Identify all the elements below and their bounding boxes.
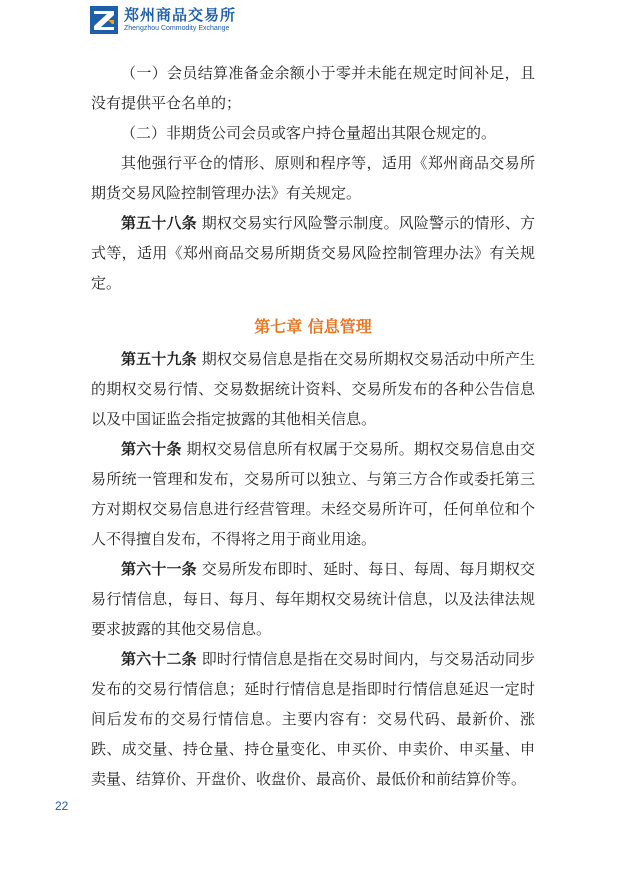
article-60 (91, 434, 535, 554)
article-62-title: 第六十二条 (121, 650, 197, 668)
chapter-heading: 第七章 信息管理 (254, 317, 372, 336)
article-61 (91, 554, 535, 644)
page-number: 22 (55, 799, 69, 813)
paragraph-other: 其他强行平仓的情形、原则和程序等，适用《郑州商品交易所期货交易风险控制管理办法》有关规定。 (91, 154, 535, 202)
brand-name-en: Zhengzhou Commodity Exchange (124, 25, 230, 32)
article-59 (91, 344, 535, 434)
page-header (90, 4, 236, 36)
article-62 (91, 644, 535, 794)
article-58-text: 期权交易实行风险警示制度。风险警示的情形、方式等，适用《郑州商品交易所期货交易风险控制管理办法》有关规定。 (91, 214, 535, 292)
article-59-title: 第五十九条 (121, 350, 197, 368)
zce-logo-icon (90, 6, 118, 34)
article-61-text: 交易所发布即时、延时、每日、每周、每月期权交易行情信息，每日、每月、每年期权交易统计信息，以及法律法规要求披露的其他交易信息。 (91, 560, 535, 638)
brand-name-cn: 郑州商品交易所 (124, 6, 237, 24)
article-58 (91, 208, 535, 298)
article-60-text: 期权交易信息所有权属于交易所。期权交易信息由交易所统一管理和发布，交易所可以独立、与第三方合作或委托第三方对期权交易信息进行经营管理。未经交易所许可，任何单位和个人不得擅自发布，不得将之用于商业用途。 (91, 440, 535, 548)
article-62-text: 即时行情信息是指在交易时间内，与交易活动同步发布的交易行情信息；延时行情信息是指即时行情信息延迟一定时间后发布的交易行情信息。主要内容有：交易代码、最新价、涨跌、成交量、持仓量、持仓量变化、申买价、申卖价、申买量、申卖量、结算价、开盘价、收盘价、最高价、最低价和前结算价等。 (91, 650, 535, 788)
brand-text (124, 8, 236, 32)
article-58-title: 第五十八条 (121, 214, 197, 232)
article-60-title: 第六十条 (121, 440, 182, 458)
paragraph-clause-2: （二）非期货公司会员或客户持仓量超出其限仓规定的。 (121, 124, 497, 142)
article-61-title: 第六十一条 (121, 560, 197, 578)
paragraph-clause-1: （一）会员结算准备金余额小于零并未能在规定时间补足，且没有提供平仓名单的； (91, 64, 535, 112)
document-body (91, 58, 535, 794)
article-59-text: 期权交易信息是指在交易所期权交易活动中所产生的期权交易行情、交易数据统计资料、交易所发布的各种公告信息以及中国证监会指定披露的其他相关信息。 (91, 350, 535, 428)
